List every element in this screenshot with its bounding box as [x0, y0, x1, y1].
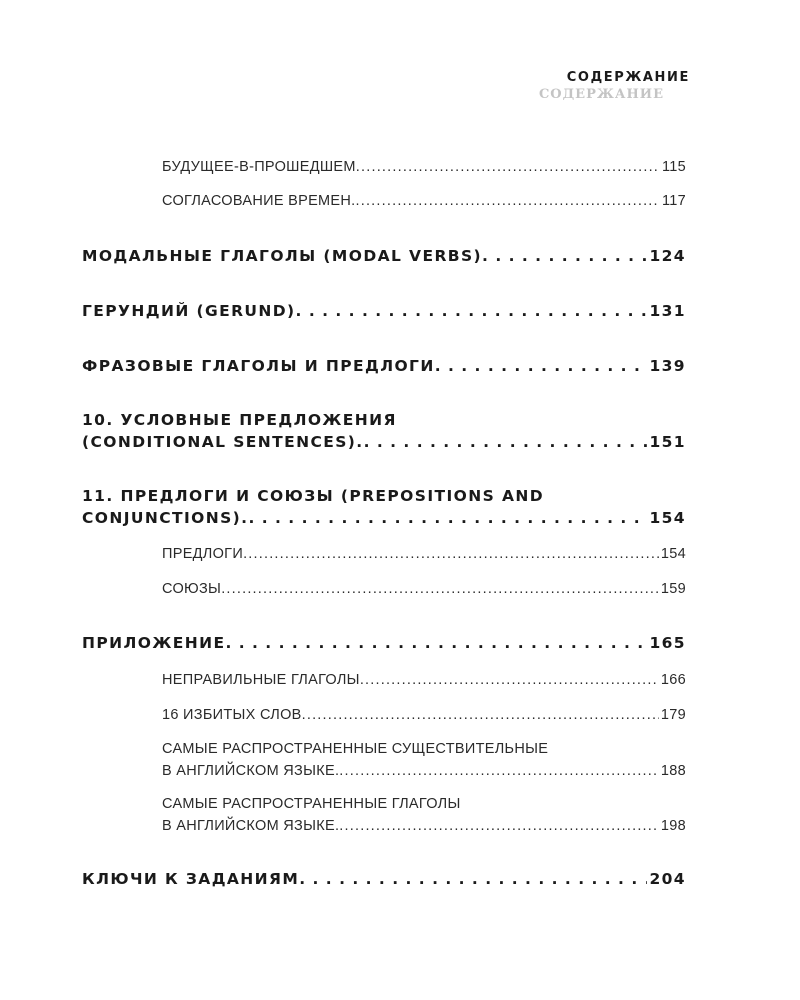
running-head-title: СОДЕРЖАНИЕ — [566, 70, 690, 85]
toc-chapter-answer-keys[interactable] — [82, 868, 686, 890]
toc-page-number: 188 — [660, 763, 686, 779]
toc-entry-label-line2: В АНГЛИЙСКОМ ЯЗЫКЕ. — [162, 763, 340, 779]
dot-leader — [356, 190, 660, 212]
toc-entry-label: ПРЕДЛОГИ — [162, 546, 244, 562]
toc-chapter-conditionals[interactable] — [82, 409, 686, 453]
toc-page-number: 151 — [649, 433, 686, 451]
toc-chapter-label: КЛЮЧИ К ЗАДАНИЯМ — [82, 870, 300, 888]
dot-leader — [243, 543, 659, 565]
toc-page-number: 139 — [649, 357, 686, 375]
toc-page-number: 154 — [660, 546, 686, 562]
toc-entry-irregular-verbs[interactable] — [162, 669, 686, 691]
toc-entry-sequence-of-tenses[interactable] — [162, 190, 686, 212]
toc-entry-label-line1: САМЫЕ РАСПРОСТРАНЕННЫЕ СУЩЕСТВИТЕЛЬНЫЕ — [162, 741, 549, 757]
toc-page-number: 154 — [649, 509, 686, 527]
toc-chapter-modal-verbs[interactable] — [82, 245, 686, 267]
toc-entry-label: НЕПРАВИЛЬНЫЕ ГЛАГОЛЫ — [162, 672, 360, 688]
toc-entry-label-line1: САМЫЕ РАСПРОСТРАНЕННЫЕ ГЛАГОЛЫ — [162, 796, 461, 812]
dot-leader — [339, 760, 659, 782]
toc-chapter-label: МОДАЛЬНЫЕ ГЛАГОЛЫ (MODAL VERBS) — [82, 247, 483, 265]
dot-leader — [339, 815, 659, 837]
dot-leader — [360, 669, 659, 691]
running-head-ghost-title: СОДЕРЖАНИЕ — [538, 87, 664, 102]
toc-chapter-label: ГЕРУНДИЙ (GERUND) — [82, 302, 296, 320]
toc-chapter-appendix[interactable] — [82, 632, 686, 654]
toc-chapter-label-line2: CONJUNCTIONS). — [82, 509, 249, 527]
toc-entry-common-verbs[interactable] — [162, 793, 686, 837]
dot-leader — [225, 632, 647, 654]
dot-leader — [356, 156, 660, 178]
toc-entry-label: БУДУЩЕЕ-В-ПРОШЕДШЕМ — [162, 159, 356, 175]
toc-chapter-label-line2: (CONDITIONAL SENTENCES). — [82, 433, 364, 451]
dot-leader — [482, 245, 647, 267]
dot-leader — [248, 507, 647, 529]
dot-leader — [221, 578, 659, 600]
toc-page-number: 204 — [649, 870, 686, 888]
dot-leader — [364, 431, 648, 453]
toc-page-number: 117 — [661, 193, 686, 209]
toc-chapter-label-line1: 11. ПРЕДЛОГИ И СОЮЗЫ (PREPOSITIONS AND — [82, 487, 544, 505]
toc-page-number: 131 — [649, 302, 686, 320]
toc-chapter-label-line1: 10. УСЛОВНЫЕ ПРЕДЛОЖЕНИЯ — [82, 411, 397, 429]
toc-chapter-label: ПРИЛОЖЕНИЕ — [82, 634, 226, 652]
dot-leader — [302, 704, 659, 726]
dot-leader — [299, 868, 647, 890]
dot-leader — [435, 355, 648, 377]
toc-entry-label: 16 ИЗБИТЫХ СЛОВ — [162, 707, 302, 723]
toc-page-number: 165 — [649, 634, 686, 652]
running-head — [539, 70, 690, 102]
toc-entry-label: СОЮЗЫ — [162, 581, 222, 597]
toc-entry-overused-words[interactable] — [162, 704, 686, 726]
toc-entry-prepositions[interactable] — [162, 543, 686, 565]
toc-page-number: 198 — [660, 818, 686, 834]
toc-page-number: 124 — [649, 247, 686, 265]
toc-chapter-label: ФРАЗОВЫЕ ГЛАГОЛЫ И ПРЕДЛОГИ — [82, 357, 435, 375]
toc-chapter-gerund[interactable] — [82, 300, 686, 322]
toc-page-number: 166 — [660, 672, 686, 688]
dot-leader — [296, 300, 648, 322]
toc-chapter-prepositions-conjunctions[interactable] — [82, 485, 686, 529]
toc-page-number: 115 — [661, 159, 686, 175]
toc-entry-label: СОГЛАСОВАНИЕ ВРЕМЕН. — [162, 193, 356, 209]
toc-entry-conjunctions[interactable] — [162, 578, 686, 600]
toc-entry-label-line2: В АНГЛИЙСКОМ ЯЗЫКЕ. — [162, 818, 340, 834]
toc-page-number: 159 — [660, 581, 686, 597]
toc-chapter-phrasal-verbs[interactable] — [82, 355, 686, 377]
toc-entry-common-nouns[interactable] — [162, 738, 686, 782]
toc-entry-future-in-past[interactable] — [162, 156, 686, 178]
toc-page-number: 179 — [660, 707, 686, 723]
